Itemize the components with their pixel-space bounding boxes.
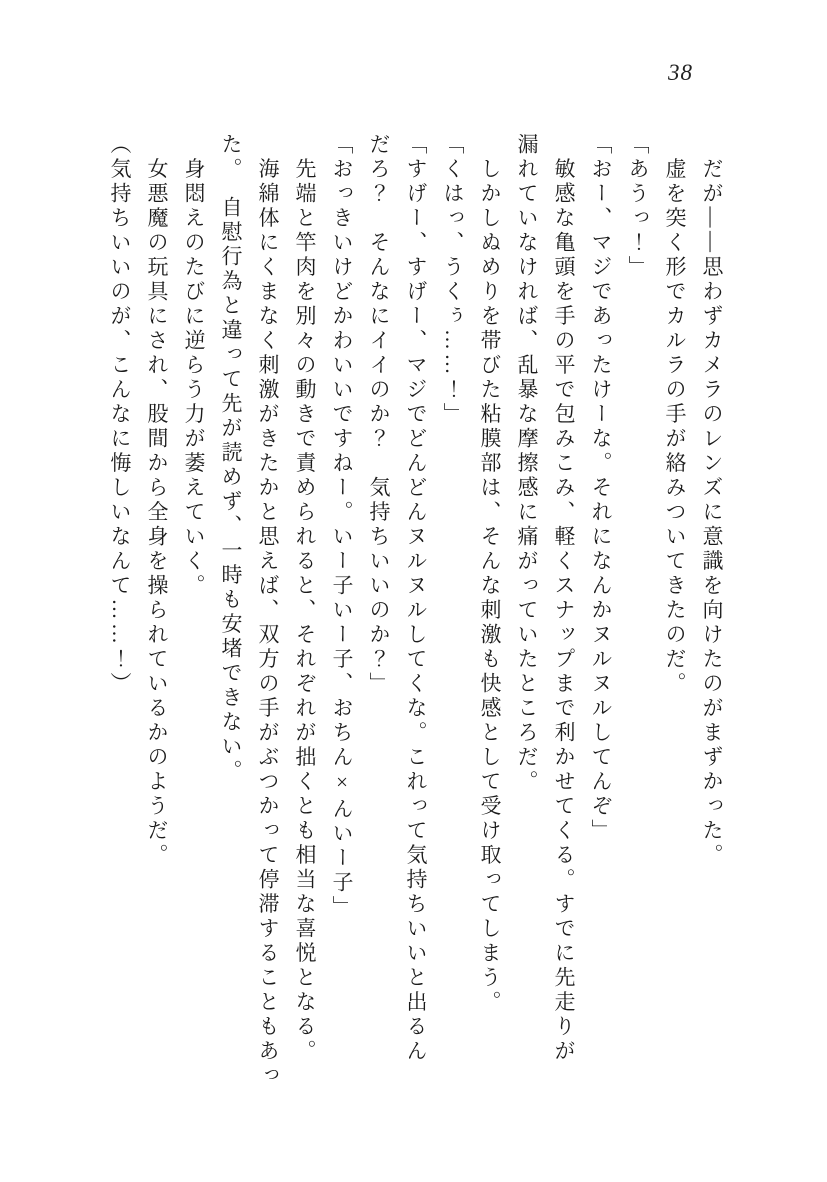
- text-line: 女悪魔の玩具にされ、股間から全身を操られているかのようだ。: [145, 133, 169, 868]
- text-line: 先端と竿肉を別々の動きで責められると、それぞれが拙くとも相当な喜悦となる。: [293, 133, 317, 1064]
- text-line: （気持ちいいのが、こんなに悔しいなんて……！）: [108, 133, 132, 697]
- text-line: 「くはっ、うくぅ……！」: [441, 133, 465, 427]
- text-line: 虚を突く形でカルラの手が絡みついてきたのだ。: [663, 133, 687, 697]
- page-number: 38: [668, 60, 693, 85]
- text-line: 身悶えのたびに逆らう力が萎えていく。: [182, 133, 206, 599]
- text-line: た。 自慰行為と違って先が読めず、一時も安堵できない。: [219, 133, 243, 784]
- vertical-text-body: [94, 133, 730, 1101]
- text-line: だろ？ そんなにイイのか？ 気持ちいいのか？」: [367, 133, 391, 697]
- text-line: しかしぬめりを帯びた粘膜部は、そんな刺激も快感として受け取ってしまう。: [478, 133, 502, 1015]
- text-line: 「おっきいけどかわいいですねー。いー子いー子、おちん×んいー子」: [330, 133, 354, 920]
- text-line: 「あうっ！」: [626, 133, 650, 280]
- text-line: 「おー、マジであったけーな。それになんかヌルヌルしてんぞ」: [589, 133, 613, 844]
- text-line: 敏感な亀頭を手の平で包みこみ、軽くスナップまで利かせてくる。すでに先走りが: [552, 133, 576, 1064]
- text-line: 「すげー、すげー、マジでどんどんヌルヌルしてくな。これって気持ちいいと出るん: [404, 133, 428, 1064]
- text-line: だが――思わずカメラのレンズに意識を向けたのがまずかった。: [700, 133, 724, 868]
- text-line: 漏れていなければ、乱暴な摩擦感に痛がっていたところだ。: [515, 133, 539, 795]
- text-line: 海綿体にくまなく刺激がきたかと思えば、双方の手がぶつかって停滞することもあっ: [256, 133, 280, 1089]
